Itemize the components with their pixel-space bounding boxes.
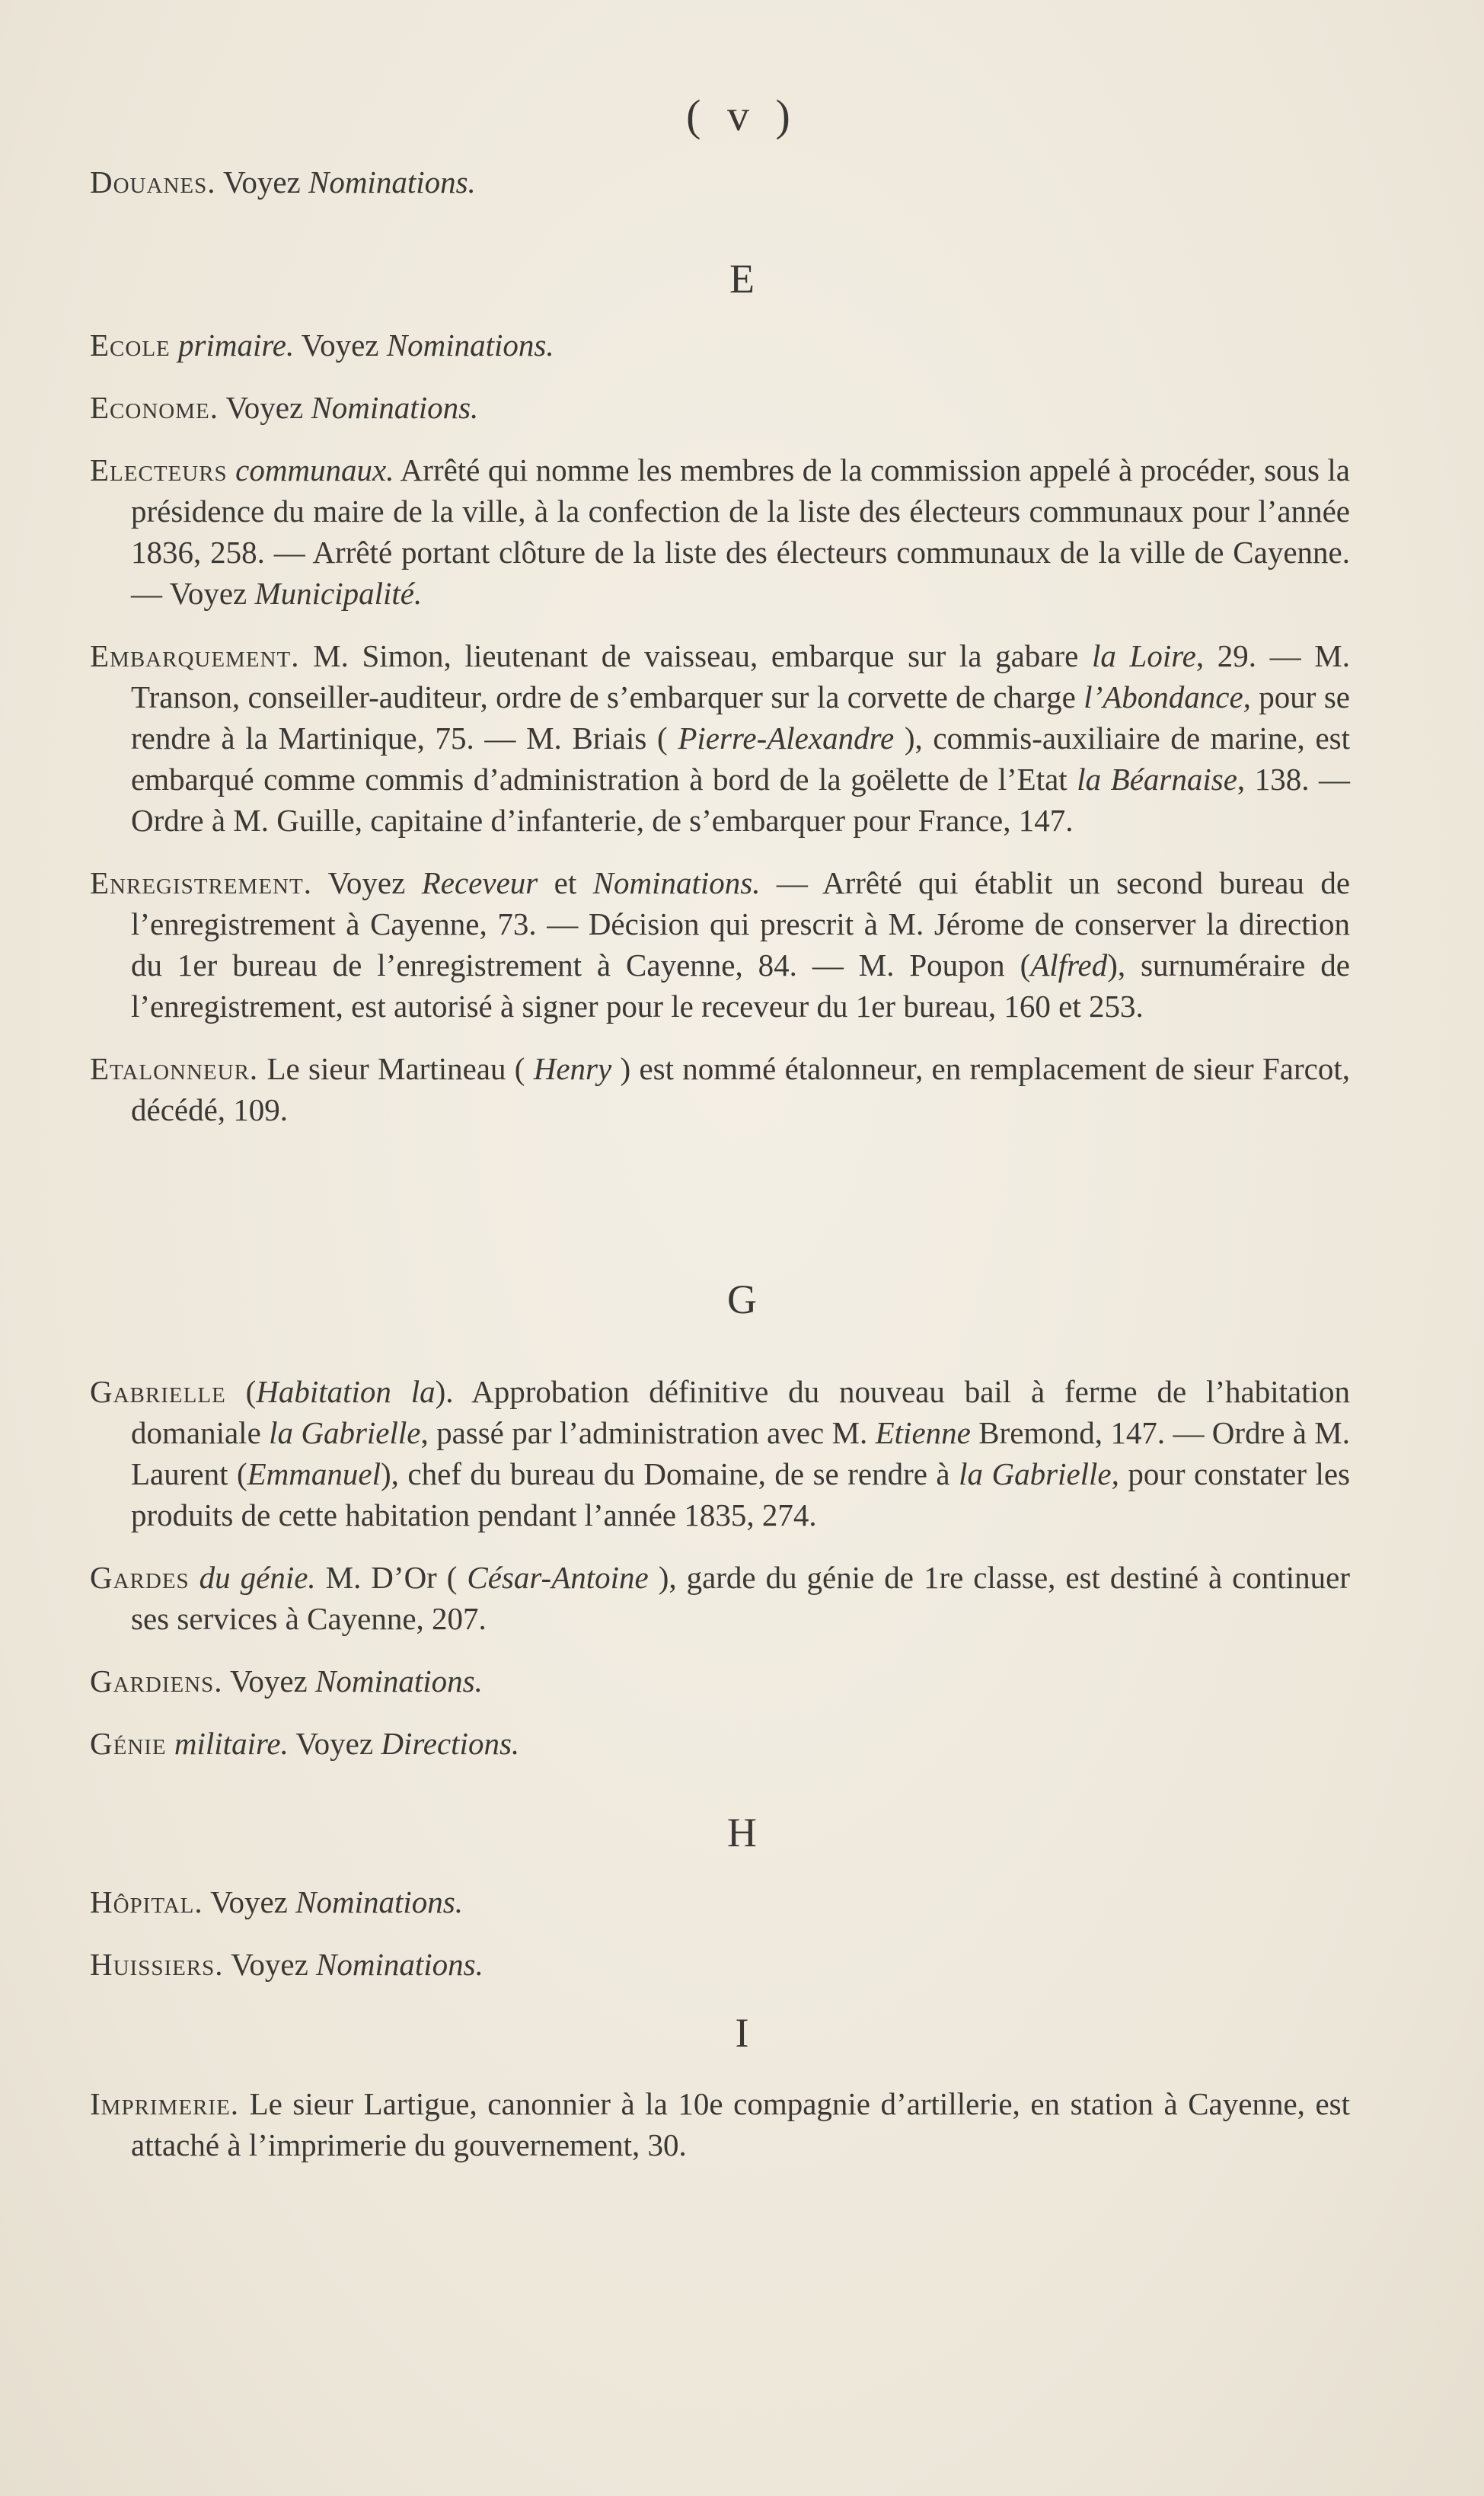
index-entry: [90, 1881, 1350, 1922]
entry-italic-text: Alfred: [1030, 948, 1108, 983]
index-entry: [90, 2083, 1350, 2165]
entry-italic-text: Nominations.: [308, 165, 476, 200]
entry-italic-text: la Gabrielle: [269, 1415, 421, 1450]
entry-italic-text: Municipalité.: [254, 576, 423, 611]
page-number: ( v ): [686, 91, 798, 140]
entry-text: [171, 328, 178, 363]
entry-italic-text: Nominations.: [311, 390, 479, 425]
entry-text: et: [538, 865, 593, 900]
entry-italic-text: Receveur: [421, 865, 538, 900]
entry-italic-text: César-Antoine: [467, 1560, 649, 1595]
index-entry: [90, 1557, 1350, 1639]
entry-text: pour constater les produits de cette habitation pendant l’année 1835, 274.: [131, 1456, 1351, 1532]
index-entry: [90, 387, 1350, 428]
entry-italic-text: la Gabrielle,: [959, 1456, 1119, 1491]
entry-text: Voyez: [222, 1663, 316, 1699]
entry-text: , 29. — M. Transon, conseiller-auditeur, ordre de s’embarquer sur la corvette de charge: [131, 638, 1350, 714]
entry-italic-text: militaire.: [174, 1726, 289, 1761]
entry-italic-text: Nominations.: [315, 1663, 483, 1699]
entry-italic-text: Nominations.: [316, 1947, 483, 1982]
entry-italic-text: primaire.: [178, 328, 295, 363]
entry-text: Voyez: [215, 165, 308, 200]
entry-heading: Electeurs: [90, 452, 228, 487]
index-letter-i: I: [735, 2010, 749, 2056]
entry-text: ), chef du bureau du Domaine, de se rendre à: [380, 1456, 959, 1491]
entry-heading: Gardes: [90, 1560, 190, 1595]
index-entry: [90, 1048, 1350, 1130]
entry-italic-text: Habitation la: [256, 1374, 436, 1409]
entry-heading: Imprimerie.: [90, 2086, 240, 2121]
index-entry: [90, 324, 1350, 366]
index-letter-h: H: [727, 1810, 757, 1855]
block-d: [90, 161, 1350, 224]
entry-text: , passé par l’administration avec M.: [420, 1415, 876, 1450]
entry-heading: Huissiers.: [90, 1947, 224, 1982]
entry-text: Voyez: [288, 1726, 381, 1761]
entry-text: [167, 1726, 174, 1761]
entry-italic-text: Nominations.: [386, 328, 554, 363]
entry-italic-text: Etienne: [875, 1415, 971, 1450]
entry-text: ) est nommé étalonneur, en remplacement de sieur Farcot, décédé, 109.: [131, 1051, 1350, 1127]
entry-text: Bremond, 147. — Ordre à M. Laurent (: [131, 1415, 1350, 1491]
entry-text: Arrêté qui nomme les membres de la commission appelé à procéder, sous la présidence du maire de la ville, à la confection de la liste des électeurs communaux pour l’année 1836, 258. — Arrêté portant clôture de la liste des électeurs communaux de la ville de Cayenne. — Voyez: [131, 452, 1351, 611]
entry-heading: Douanes.: [90, 165, 216, 200]
index-letter-g: G: [727, 1277, 757, 1322]
index-letter-e: E: [729, 256, 755, 302]
block-e: [90, 324, 1350, 1152]
entry-text: Voyez: [218, 390, 311, 425]
entry-text: [228, 452, 235, 487]
entry-italic-text: la Loire: [1092, 638, 1196, 673]
index-entry: [90, 161, 1350, 203]
entry-heading: Génie: [90, 1726, 167, 1761]
entry-text: Le sieur Martineau (: [258, 1051, 534, 1086]
entry-italic-text: Nominations.: [592, 865, 761, 900]
block-h: [90, 1881, 1350, 2006]
entry-heading: Gardiens.: [90, 1663, 223, 1699]
entry-heading: Gabrielle: [90, 1374, 226, 1409]
index-entry: [90, 1371, 1350, 1536]
entry-text: pour se rendre à la Martinique, 75. — M. Briais (: [131, 679, 1350, 756]
entry-text: [190, 1560, 199, 1595]
entry-italic-text: Emmanuel: [247, 1456, 381, 1491]
entry-heading: Ecole: [90, 328, 171, 363]
entry-heading: Hôpital.: [90, 1884, 203, 1919]
entry-heading: Enregistrement.: [90, 865, 312, 900]
entry-italic-text: l’Abondance,: [1083, 679, 1251, 714]
index-entry: [90, 1723, 1350, 1764]
entry-italic-text: Nominations.: [295, 1884, 463, 1919]
entry-text: Voyez: [203, 1884, 296, 1919]
entry-text: (: [225, 1374, 257, 1409]
entry-italic-text: Pierre-Alexandre: [678, 721, 895, 756]
entry-text: ). Approbation définitive du nouveau bail à ferme de l’habitation domaniale: [131, 1374, 1350, 1450]
entry-text: M. Simon, lieutenant de vaisseau, embarque sur la gabare: [299, 638, 1092, 673]
entry-text: , 138. — Ordre à M. Guille, capitaine d’infanterie, de s’embarquer pour France, 147.: [131, 762, 1350, 838]
block-g: [90, 1371, 1350, 1785]
entry-heading: Etalonneur.: [90, 1051, 259, 1086]
entry-text: Voyez: [311, 865, 422, 900]
entry-heading: Embarquement.: [90, 638, 300, 673]
entry-italic-text: Henry: [533, 1051, 612, 1086]
index-entry: [90, 1660, 1350, 1702]
entry-text: ), commis-auxiliaire de marine, est embarqué comme commis d’administration à bord de la goëlette de l’Etat: [131, 721, 1350, 797]
entry-italic-text: Directions.: [381, 1726, 520, 1761]
entry-text: Voyez: [294, 328, 387, 363]
block-i: [90, 2083, 1350, 2187]
entry-heading: Econome.: [90, 390, 219, 425]
index-entry: [90, 635, 1350, 841]
index-entry: [90, 449, 1350, 614]
index-entry: [90, 1944, 1350, 1985]
entry-text: Voyez: [223, 1947, 317, 1982]
index-entry: [90, 862, 1350, 1027]
entry-italic-text: communaux.: [235, 452, 394, 487]
entry-text: M. D’Or (: [315, 1560, 468, 1595]
entry-text: — Arrêté qui établit un second bureau de l’enregistrement à Cayenne, 73. — Décision qui prescrit à M. Jérome de conserver la direction du 1er bureau de l’enregistrement à Cayenne, 84. — M. Poupon (: [131, 865, 1351, 983]
entry-text: ), surnuméraire de l’enregistrement, est autorisé à signer pour le receveur du 1er bureau, 160 et 253.: [131, 948, 1350, 1024]
entry-italic-text: la Béarnaise: [1077, 762, 1237, 797]
entry-text: ), garde du génie de 1re classe, est destiné à continuer ses services à Cayenne, 207.: [131, 1560, 1350, 1636]
entry-text: Le sieur Lartigue, canonnier à la 10e compagnie d’artillerie, en station à Cayenne, est attaché à l’imprimerie du gouvernement, 30.: [131, 2086, 1350, 2162]
entry-italic-text: du génie.: [199, 1560, 316, 1595]
